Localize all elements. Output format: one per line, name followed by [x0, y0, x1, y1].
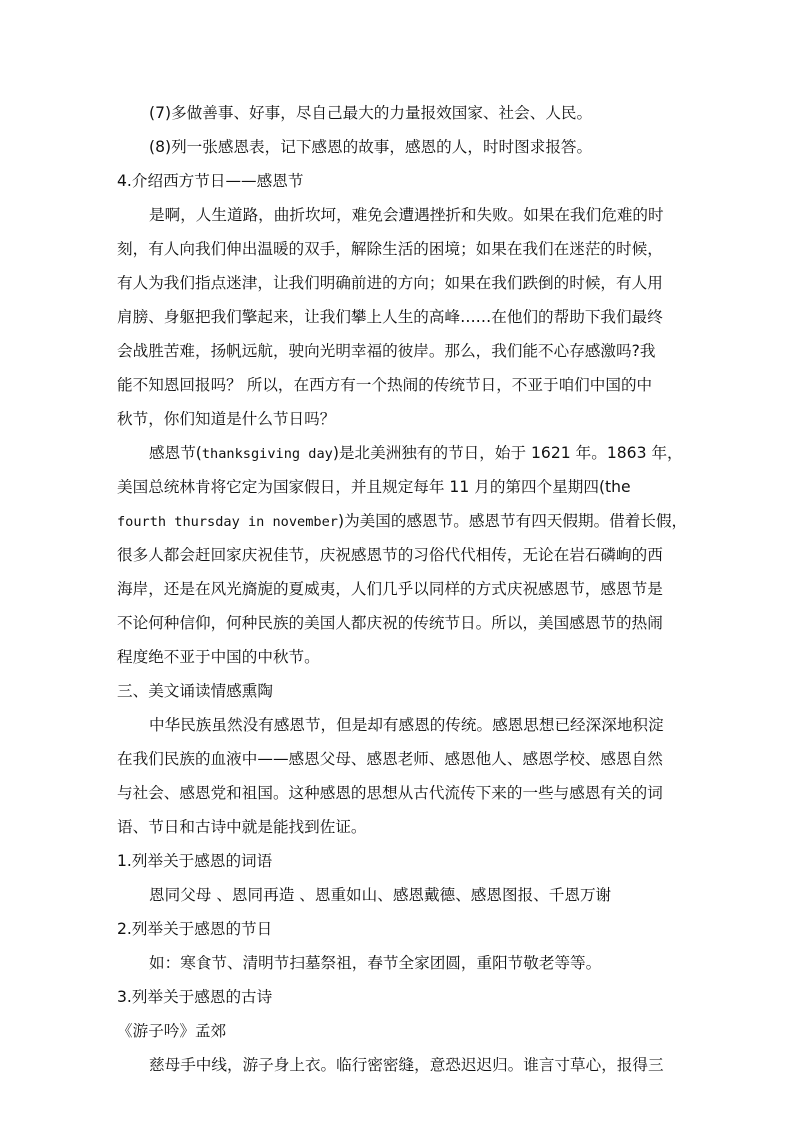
paragraph-line: 与社会、感恩党和祖国。这种感恩的思想从古代流传下来的一些与感恩有关的词	[117, 784, 663, 802]
text-span: )是北美洲独有的节日，始于 1621 年。1863 年，	[332, 444, 683, 462]
paragraph-line: 刻，有人向我们伸出温暖的双手，解除生活的困境；如果在我们在迷茫的时候，	[117, 240, 663, 258]
paragraph-line: 有人为我们指点迷津，让我们明确前进的方向；如果在我们跌倒的时候，有人用	[117, 274, 663, 292]
paragraph-line: 会战胜苦难，扬帆远航，驶向光明幸福的彼岸。那么，我们能不心存感激吗?我	[117, 342, 656, 360]
paragraph-line: 语、节日和古诗中就是能找到佐证。	[117, 818, 367, 836]
paragraph-line: 很多人都会赶回家庆祝佳节，庆祝感恩节的习俗代代相传，无论在岩石磷峋的西	[117, 546, 663, 564]
list-item-7: (7)多做善事、好事，尽自己最大的力量报效国家、社会、人民。	[149, 104, 593, 122]
paragraph-line: 程度绝不亚于中国的中秋节。	[117, 648, 320, 666]
paragraph-line: 能不知恩回报吗？ 所以，在西方有一个热闹的传统节日，不亚于咱们中国的中	[117, 376, 653, 394]
list-item-8: (8)列一张感恩表，记下感恩的故事，感恩的人，时时图求报答。	[149, 138, 593, 156]
section-3-heading: 三、美文诵读情感熏陶	[117, 682, 273, 700]
text-span: )为美国的感恩节。感恩节有四天假期。借着长假，	[337, 512, 688, 530]
paragraph-line: 中华民族虽然没有感恩节，但是却有感恩的传统。感恩思想已经深深地积淀	[149, 716, 664, 734]
paragraph-line: 是啊，人生道路，曲折坎坷，难免会遭遇挫折和失败。如果在我们危难的时	[149, 206, 664, 224]
paragraph-line: 海岸，还是在风光旖旎的夏威夷，人们几乎以同样的方式庆祝感恩节，感恩节是	[117, 580, 663, 598]
text-span: 感恩节(	[149, 444, 202, 462]
paragraph-line: 美国总统林肯将它定为国家假日，并且规定每年 11 月的第四个星期四(the	[117, 478, 631, 496]
list-2-heading: 2.列举关于感恩的节日	[117, 920, 273, 938]
paragraph-line: 在我们民族的血液中——感恩父母、感恩老师、感恩他人、感恩学校、感恩自然	[117, 750, 663, 768]
english-term: fourth thursday in november	[117, 514, 338, 530]
list-3-heading: 3.列举关于感恩的古诗	[117, 988, 273, 1006]
list-2-body: 如：寒食节、清明节扫墓祭祖，春节全家团圆，重阳节敬老等等。	[149, 954, 602, 972]
list-1-heading: 1.列举关于感恩的词语	[117, 852, 273, 870]
paragraph-line	[149, 436, 683, 470]
list-1-body: 恩同父母 、恩同再造 、恩重如山、感恩戴德、感恩图报、千恩万谢	[149, 886, 612, 904]
paragraph-line: 秋节，你们知道是什么节日吗？	[117, 410, 336, 428]
paragraph-line	[117, 504, 687, 538]
section-4-heading: 4.介绍西方节日——感恩节	[117, 172, 304, 190]
paragraph-line: 肩膀、身躯把我们擎起来，让我们攀上人生的高峰……在他们的帮助下我们最终	[117, 308, 663, 326]
poem-title: 《游子吟》孟郊	[117, 1022, 227, 1040]
poem-body: 慈母手中线，游子身上衣。临行密密缝，意恐迟迟归。谁言寸草心，报得三	[149, 1056, 664, 1074]
english-term: thanksgiving day	[201, 446, 333, 462]
paragraph-line: 不论何种信仰，何种民族的美国人都庆祝的传统节日。所以，美国感恩节的热闹	[117, 614, 663, 632]
